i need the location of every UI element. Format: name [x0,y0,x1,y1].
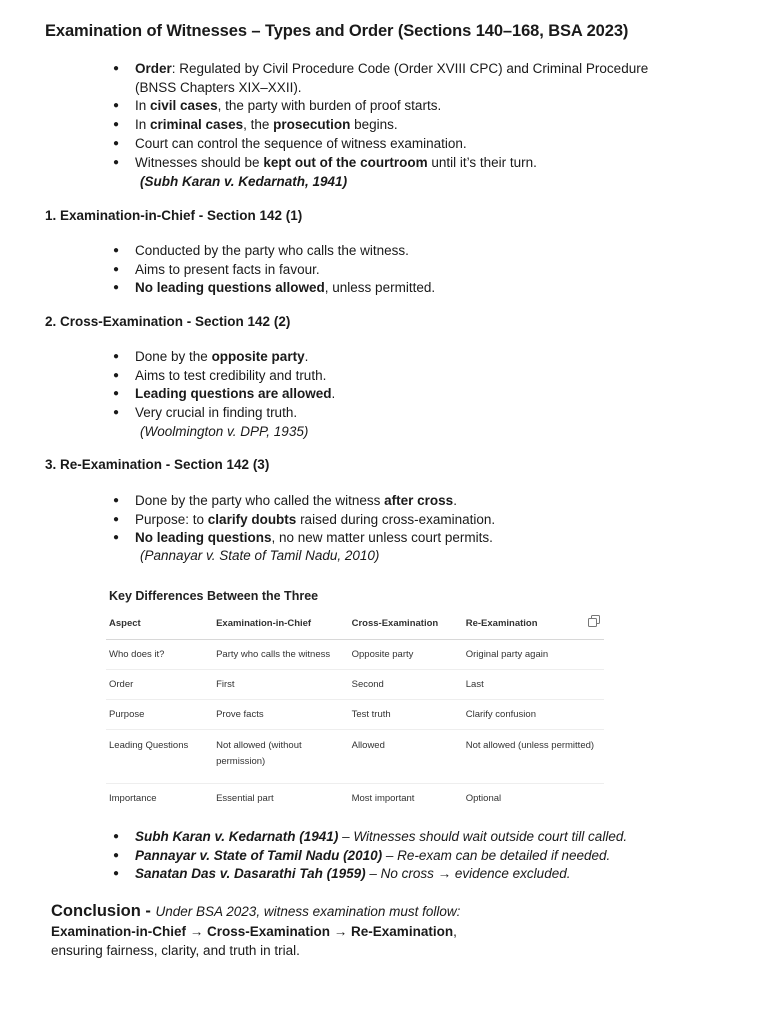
list-item: ● Done by the opposite party. [113,348,693,367]
differences-table [106,608,604,813]
table-cell: Leading Questions [106,730,213,784]
table-cell: Opposite party [349,640,463,670]
table-row [106,784,604,814]
list-item: ● In civil cases, the party with burden of proof starts. [113,97,693,116]
table-header-cell: Re-Examination [463,608,604,640]
list-item: ● Subh Karan v. Kedarnath (1941) – Witnesses should wait outside court till called. [113,828,693,847]
list-item: ● No leading questions, no new matter unless court permits. [113,529,693,548]
table-row [106,700,604,730]
table-cell: Purpose [106,700,213,730]
list-item: ● Done by the party who called the witness after cross. [113,492,693,511]
table-cell: Not allowed (unless permitted) [463,730,604,784]
list-item: ● Court can control the sequence of witness examination. [113,135,693,154]
table-header-cell: Cross-Examination [349,608,463,640]
table-cell: Test truth [349,700,463,730]
list-item: ● Sanatan Das v. Dasarathi Tah (1959) – No cross → evidence excluded. [113,865,693,884]
section3-bullet-list [113,492,693,548]
table-cell: Original party again [463,640,604,670]
list-item: ● In criminal cases, the prosecution begins. [113,116,693,135]
table-cell: Who does it? [106,640,213,670]
list-item: ● Witnesses should be kept out of the courtroom until it’s their turn. [113,154,693,173]
conclusion-sequence: Examination-in-Chief → Cross-Examination → Re-Examination [51,923,454,939]
list-item: ● Order: Regulated by Civil Procedure Code (Order XVIII CPC) and Criminal Procedure (BNSS Chapters XIX–XXII). [113,60,693,97]
table-cell: Optional [465,792,502,804]
section-heading-examination-in-chief: 1. Examination-in-Chief - Section 142 (1) [45,208,303,223]
table-cell: Most important [351,792,415,804]
table-cell: Not allowed (without permission) [213,730,349,784]
section-heading-cross-examination: 2. Cross-Examination - Section 142 (2) [45,314,291,329]
intro-bullet-list [113,60,693,172]
copy-icon[interactable] [588,615,600,627]
section2-bullet-list [113,348,693,423]
cases-bullet-list [113,828,693,884]
list-item: ● Pannayar v. State of Tamil Nadu (2010) – Re-exam can be detailed if needed. [113,847,693,866]
list-item: ● Aims to test credibility and truth. [113,367,693,386]
section2-citation: (Woolmington v. DPP, 1935) [140,424,309,439]
table-cell: Essential part [216,792,274,804]
list-item: ● Very crucial in finding truth. [113,404,693,423]
table-header-cell: Aspect [106,608,213,640]
conclusion-block [51,902,691,961]
table-cell: Second [349,670,463,700]
conclusion-line-1 [51,902,691,922]
table-cell: Last [463,670,604,700]
list-item: ● Aims to present facts in favour. [113,261,693,280]
section1-bullet-list [113,242,693,298]
list-item: ● Conducted by the party who calls the witness. [113,242,693,261]
table-cell: Prove facts [213,700,349,730]
table-cell: Allowed [349,730,463,784]
table-cell: Clarify confusion [463,700,604,730]
document-title: Examination of Witnesses – Types and Order (Sections 140–168, BSA 2023) [45,22,629,40]
conclusion-label: Conclusion - [51,902,156,920]
table-row [106,670,604,700]
section-heading-re-examination: 3. Re-Examination - Section 142 (3) [45,457,270,472]
conclusion-tail: ensuring fairness, clarity, and truth in trial. [51,943,300,958]
table-header-cell: Examination-in-Chief [213,608,349,640]
intro-citation: (Subh Karan v. Kedarnath, 1941) [140,174,348,189]
table-title: Key Differences Between the Three [109,589,319,603]
conclusion-line-2: Examination-in-Chief → Cross-Examination → Re-Examination, [51,923,457,939]
list-item: ● Leading questions are allowed. [113,385,693,404]
conclusion-lead: Under BSA 2023, witness examination must follow: [155,904,461,919]
section3-citation: (Pannayar v. State of Tamil Nadu, 2010) [140,548,380,563]
table-cell: Party who calls the witness [213,640,349,670]
table-cell: Importance [109,792,157,804]
table-row [106,730,604,784]
list-item: ● No leading questions allowed, unless permitted. [113,279,693,298]
table-row [106,640,604,670]
table-header-row [106,608,604,640]
table-cell: Order [106,670,213,700]
list-item: ● Purpose: to clarify doubts raised during cross-examination. [113,511,693,530]
table-cell: First [213,670,349,700]
